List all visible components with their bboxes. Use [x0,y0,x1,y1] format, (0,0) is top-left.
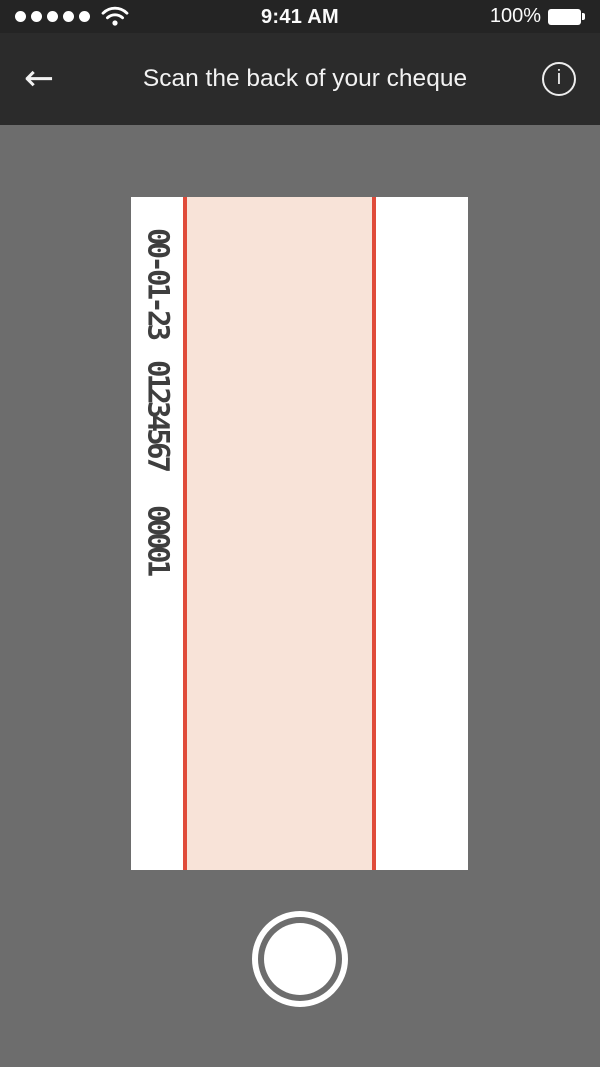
camera-viewport [0,125,600,1067]
scan-guide-line-left [183,197,187,870]
info-icon: i [556,67,562,89]
nav-bar [0,33,600,125]
micr-line-account: 01234567 [141,360,176,470]
scan-region-highlight [187,197,372,870]
shutter-icon [264,923,336,995]
micr-line-serial: 00001 [141,505,176,574]
status-bar [0,0,600,33]
cheque-preview [131,197,468,870]
status-time: 9:41 AM [260,6,340,28]
battery-tip [582,13,585,20]
scan-guide-line-right [372,197,376,870]
status-right-cluster [490,5,585,28]
back-arrow-icon: ← [24,58,55,99]
back-button[interactable] [24,58,68,99]
info-button[interactable] [542,62,576,96]
battery-icon [548,9,585,25]
capture-button[interactable] [252,911,348,1007]
battery-body [548,9,581,25]
battery-percent: 100% [489,5,541,27]
page-title: Scan the back of your cheque [142,65,468,92]
micr-line-date: 00-01-23 [141,228,176,338]
